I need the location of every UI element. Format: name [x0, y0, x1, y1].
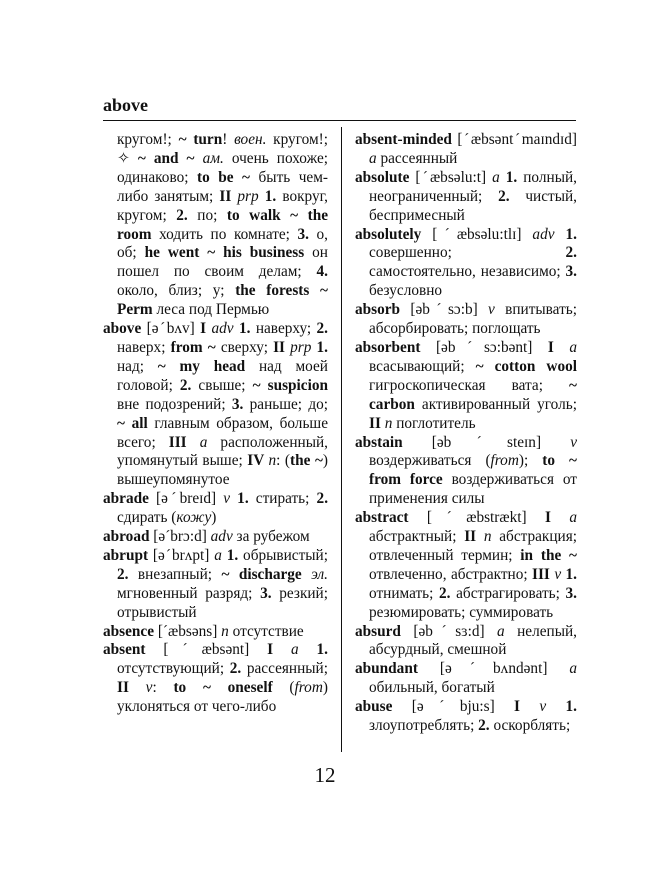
definition-text: чистый, беспримесный [369, 187, 577, 224]
headword-or-phrase: 3. [260, 584, 272, 602]
column-divider [341, 127, 342, 752]
grammar-label: from [490, 452, 519, 470]
definition-text: [əbˊsɔ:b] [400, 301, 488, 319]
headword-or-phrase: in the ~ [520, 546, 577, 564]
headword-or-phrase: 1. [230, 490, 249, 508]
headword-or-phrase: from ~ [170, 338, 216, 356]
definition-text: [ˊæbsəlu:t] [409, 168, 493, 186]
definition-text: [əˊbju:s] [392, 698, 515, 716]
definition-text: [ˊæbsənt] [145, 641, 268, 659]
headword-or-phrase: the forests ~ Perm [117, 282, 328, 319]
headword-or-phrase: 1. [554, 225, 577, 243]
grammar-label: a [569, 509, 578, 527]
definition-text: активированный уголь; [414, 395, 577, 413]
definition-text: [əbˊsɔ:bənt] [420, 338, 548, 356]
definition-text: над моей головой; [117, 357, 328, 394]
headword-or-phrase: to be ~ [196, 168, 250, 186]
headword-or-phrase: 4. [316, 263, 328, 281]
headword-or-phrase: abstain [355, 433, 403, 451]
definition-text: безусловно [369, 282, 443, 300]
left-column [103, 131, 328, 717]
definition-text: расположенный, упомянутый выше; [117, 433, 329, 470]
grammar-label: n [384, 414, 393, 432]
definition-text: ( [272, 679, 295, 697]
definition-text: гигроскопическая вата; [369, 376, 570, 394]
headword-or-phrase: ~ and ~ [137, 149, 195, 167]
definition-text: всасывающий; [369, 357, 476, 375]
grammar-label: n [268, 452, 277, 470]
headword-or-phrase: 2. [478, 717, 490, 735]
entry-abstract [355, 509, 577, 622]
headword-or-phrase: I [545, 509, 570, 527]
headword-or-phrase: ~ all [117, 414, 148, 432]
definition-text: над; [117, 357, 158, 375]
definition-text: резюмировать; суммировать [369, 603, 554, 621]
grammar-label: a [199, 433, 208, 451]
definition-text: : [152, 679, 174, 697]
definition-text: впитывать; абсорбировать; поглощать [369, 301, 577, 338]
definition-text: оскорблять; [489, 717, 571, 735]
definition-text: абстрагировать; [450, 584, 566, 602]
definition-text: абстрактный; [369, 528, 465, 546]
definition-text: ) уклоняться от чего-либо [117, 679, 328, 716]
headword-or-phrase: ~ discharge [221, 565, 302, 583]
headword-or-phrase: 1. [233, 320, 251, 338]
definition-text: сверху; [215, 338, 274, 356]
entry-absurd [355, 623, 577, 661]
headword-or-phrase: 2. [316, 490, 329, 508]
definition-text: вокруг, кругом; [117, 187, 328, 224]
definition-text: кругом!; ✧ [117, 131, 328, 167]
grammar-label: a [497, 622, 505, 640]
definition-text: обильный, богатый [369, 679, 495, 697]
headword-or-phrase: 3. [565, 263, 577, 281]
headword-or-phrase: II [464, 528, 484, 546]
headword-or-phrase: 1. [311, 338, 328, 356]
headword-or-phrase: abuse [355, 698, 393, 716]
definition-text: наверху; [250, 320, 317, 338]
entry-abuse [355, 698, 577, 736]
headword-or-phrase: absorbent [355, 338, 421, 356]
definition-text: абстракция; отвлеченный термин; [369, 528, 578, 564]
headword-or-phrase: abroad [103, 528, 150, 546]
right-column [355, 131, 577, 736]
entry-abroad [103, 528, 328, 547]
definition-text: около, близ; у; [117, 282, 236, 300]
entry-absolute [355, 169, 577, 226]
headword-or-phrase: I [547, 338, 570, 356]
headword-or-phrase: 2. [229, 660, 242, 678]
headword-or-phrase: I [267, 641, 291, 659]
entry-abrade [103, 490, 328, 528]
definition-text: [əbˊsɜ:d] [400, 622, 498, 640]
definition-text: леса под Пермью [152, 301, 270, 319]
headword-or-phrase: 1. [561, 565, 577, 583]
headword-or-phrase: 1. [298, 641, 329, 659]
grammar-label: a [492, 168, 500, 186]
definition-text [302, 566, 311, 583]
definition-text: по; [187, 206, 227, 224]
headword-or-phrase: 1. [221, 546, 239, 564]
grammar-label: ам. [202, 149, 224, 167]
grammar-label: from [294, 679, 323, 697]
definition-text: [əˊbrɔ:d] [149, 528, 211, 546]
definition-text: отвлеченно, абстрактно; [369, 565, 533, 583]
grammar-label: v [488, 301, 495, 319]
definition-text: совершенно; [369, 244, 566, 262]
definition-text: злоупотреблять; [369, 717, 479, 735]
definition-text: [əˊbreɪd] [148, 490, 224, 508]
headword-or-phrase: II [117, 679, 146, 697]
headword-or-phrase: absurd [355, 622, 401, 640]
headword-or-phrase: II [273, 338, 291, 356]
definition-text: [əbˊsteɪn] [402, 433, 571, 451]
entry-absolutely [355, 226, 577, 302]
definition-text: раньше; до; [243, 395, 329, 413]
definition-text: [ˊæbstrækt] [408, 509, 545, 527]
grammar-label: кожу [176, 509, 212, 527]
definition-text: внезапный; [128, 565, 222, 583]
definition-text: стирать; [248, 490, 317, 508]
definition-text: воздерживаться от применения силы [369, 471, 577, 508]
grammar-label: v [539, 698, 547, 716]
headword-or-phrase: absolutely [355, 225, 422, 243]
definition-text [195, 150, 203, 167]
grammar-label: a [569, 338, 578, 356]
headword-or-phrase: absent-minded [355, 131, 452, 148]
headword-or-phrase: to walk ~ the room [117, 206, 328, 243]
grammar-label: v [223, 490, 231, 508]
grammar-label: a [569, 660, 577, 678]
definition-text: обрывистый; [238, 546, 328, 564]
definition-text: ) [211, 509, 217, 527]
definition-text: [əˊbʌndənt] [417, 660, 570, 678]
headword-or-phrase: abstract [355, 509, 409, 527]
definition-text: наверх; [117, 338, 171, 356]
definition-text: [ˊæbsəntˊmaɪndɪd] [451, 131, 577, 148]
headword-or-phrase: 1. [499, 168, 518, 186]
grammar-label: a [214, 546, 222, 564]
entry-absence [103, 623, 328, 642]
headword-or-phrase: absent [103, 641, 146, 659]
headword-or-phrase: absence [103, 622, 154, 640]
grammar-label: воен. [234, 131, 267, 148]
entry-absent [103, 641, 328, 717]
header-rule [103, 120, 576, 121]
definition-text: главным образом, больше всего; [117, 414, 328, 451]
grammar-label: prp [237, 187, 259, 205]
definition-text: рассеянный [376, 149, 458, 167]
headword-or-phrase: I [200, 320, 212, 338]
headword-or-phrase: ~ turn [178, 131, 223, 148]
grammar-label: adv [211, 320, 234, 338]
headword-or-phrase: I [514, 698, 540, 716]
headword-or-phrase: absolute [355, 168, 410, 186]
grammar-label: n [221, 622, 229, 640]
grammar-label: prp [290, 338, 312, 356]
definition-text: он пошел по своим делам; [117, 244, 328, 281]
headword-or-phrase: to ~ oneself [173, 679, 273, 697]
headword-or-phrase: IV [247, 452, 269, 470]
headword-or-phrase: he went ~ his business [144, 244, 305, 262]
grammar-label: v [570, 433, 577, 451]
definition-text: ! [222, 131, 235, 148]
definition-text: вне подозрений; [117, 395, 232, 413]
definition-text: быть чем-либо занятым; [117, 168, 328, 205]
headword-or-phrase: 2. [179, 376, 192, 394]
headword-or-phrase: the ~ [290, 452, 323, 470]
headword-or-phrase: 3. [565, 584, 577, 602]
headword-or-phrase: 1. [546, 698, 578, 716]
grammar-label: a [291, 641, 299, 659]
definition-text: : ( [276, 452, 291, 470]
definition-text: мгновенный разряд; [117, 584, 261, 602]
page-number: 12 [314, 763, 336, 787]
grammar-label: v [554, 565, 562, 583]
headword-or-phrase: III [168, 433, 200, 451]
headword-or-phrase: abrupt [103, 546, 149, 564]
definition-text: поглотитель [392, 414, 476, 432]
definition-text: ходить по комнате; [151, 225, 298, 243]
headword-or-phrase: abrade [103, 490, 149, 508]
definition-text: отсутствие [228, 622, 304, 640]
definition-text: ); [518, 452, 543, 470]
definition-text: [ˊæbsəlu:tlɪ] [421, 225, 533, 243]
headword-or-phrase: ~ cotton wool [475, 357, 577, 375]
definition-text: полный, неограниченный; [369, 168, 577, 205]
definition-text: нелепый, абсурдный, смешной [369, 622, 577, 659]
definition-text: о, об; [117, 225, 328, 262]
grammar-label: эл. [311, 565, 328, 583]
headword-or-phrase: absorb [355, 301, 401, 319]
headword-or-phrase: to ~ from force [369, 452, 578, 489]
entry-absorb [355, 301, 577, 339]
definition-text: сдирать ( [117, 509, 177, 527]
entry-about-continued [103, 131, 328, 320]
headword-or-phrase: 2. [117, 565, 129, 583]
definition-text: резкий; отрывистый [117, 584, 328, 621]
definition-text: свыше; [191, 376, 253, 394]
headword-or-phrase: abundant [355, 660, 418, 678]
grammar-label: a [369, 149, 377, 167]
definition-text: отсутствующий; [117, 660, 230, 678]
definition-text: [əˊbʌv] [141, 320, 201, 338]
headword-or-phrase: 3. [297, 225, 309, 243]
headword-or-phrase: ~ suspicion [252, 376, 328, 394]
headword-or-phrase: 2. [498, 187, 510, 205]
definition-text: ) вышеупомянутое [117, 452, 329, 489]
headword-or-phrase: above [103, 320, 142, 338]
definition-text: рассеянный; [241, 660, 328, 678]
headword-or-phrase: 2. [565, 244, 577, 262]
headword-or-phrase: II [369, 414, 385, 432]
entry-absent-minded [355, 131, 577, 169]
definition-text: [ˊæbsəns] [154, 622, 222, 640]
entry-absorbent [355, 339, 577, 434]
definition-text: кругом!; [117, 131, 179, 148]
grammar-label: adv [532, 225, 555, 243]
entry-above [103, 320, 328, 490]
headword-or-phrase: 2. [176, 206, 188, 224]
definition-text: самостоятельно, независимо; [369, 263, 566, 281]
entry-abstain [355, 434, 577, 510]
definition-text: за рубежом [232, 528, 310, 546]
grammar-label: adv [210, 528, 233, 546]
entry-abrupt [103, 547, 328, 623]
headword-or-phrase: 3. [231, 395, 244, 413]
definition-text: [əˊbrʌpt] [148, 546, 215, 564]
entry-abundant [355, 660, 577, 698]
headword-or-phrase: II [219, 187, 238, 205]
headword-or-phrase: 1. [258, 187, 277, 205]
definition-text: воздерживаться ( [369, 452, 491, 470]
headword-or-phrase: 2. [316, 320, 329, 338]
guide-word-header: above [103, 95, 148, 115]
grammar-label: v [145, 679, 153, 697]
headword-or-phrase: 2. [439, 584, 451, 602]
headword-or-phrase: III [532, 565, 555, 583]
headword-or-phrase: ~ carbon [369, 376, 577, 413]
definition-text: отнимать; [369, 584, 440, 602]
headword-or-phrase: ~ my head [157, 357, 246, 375]
grammar-label: n [483, 528, 492, 546]
definition-text: очень похоже; одинаково; [117, 149, 328, 186]
